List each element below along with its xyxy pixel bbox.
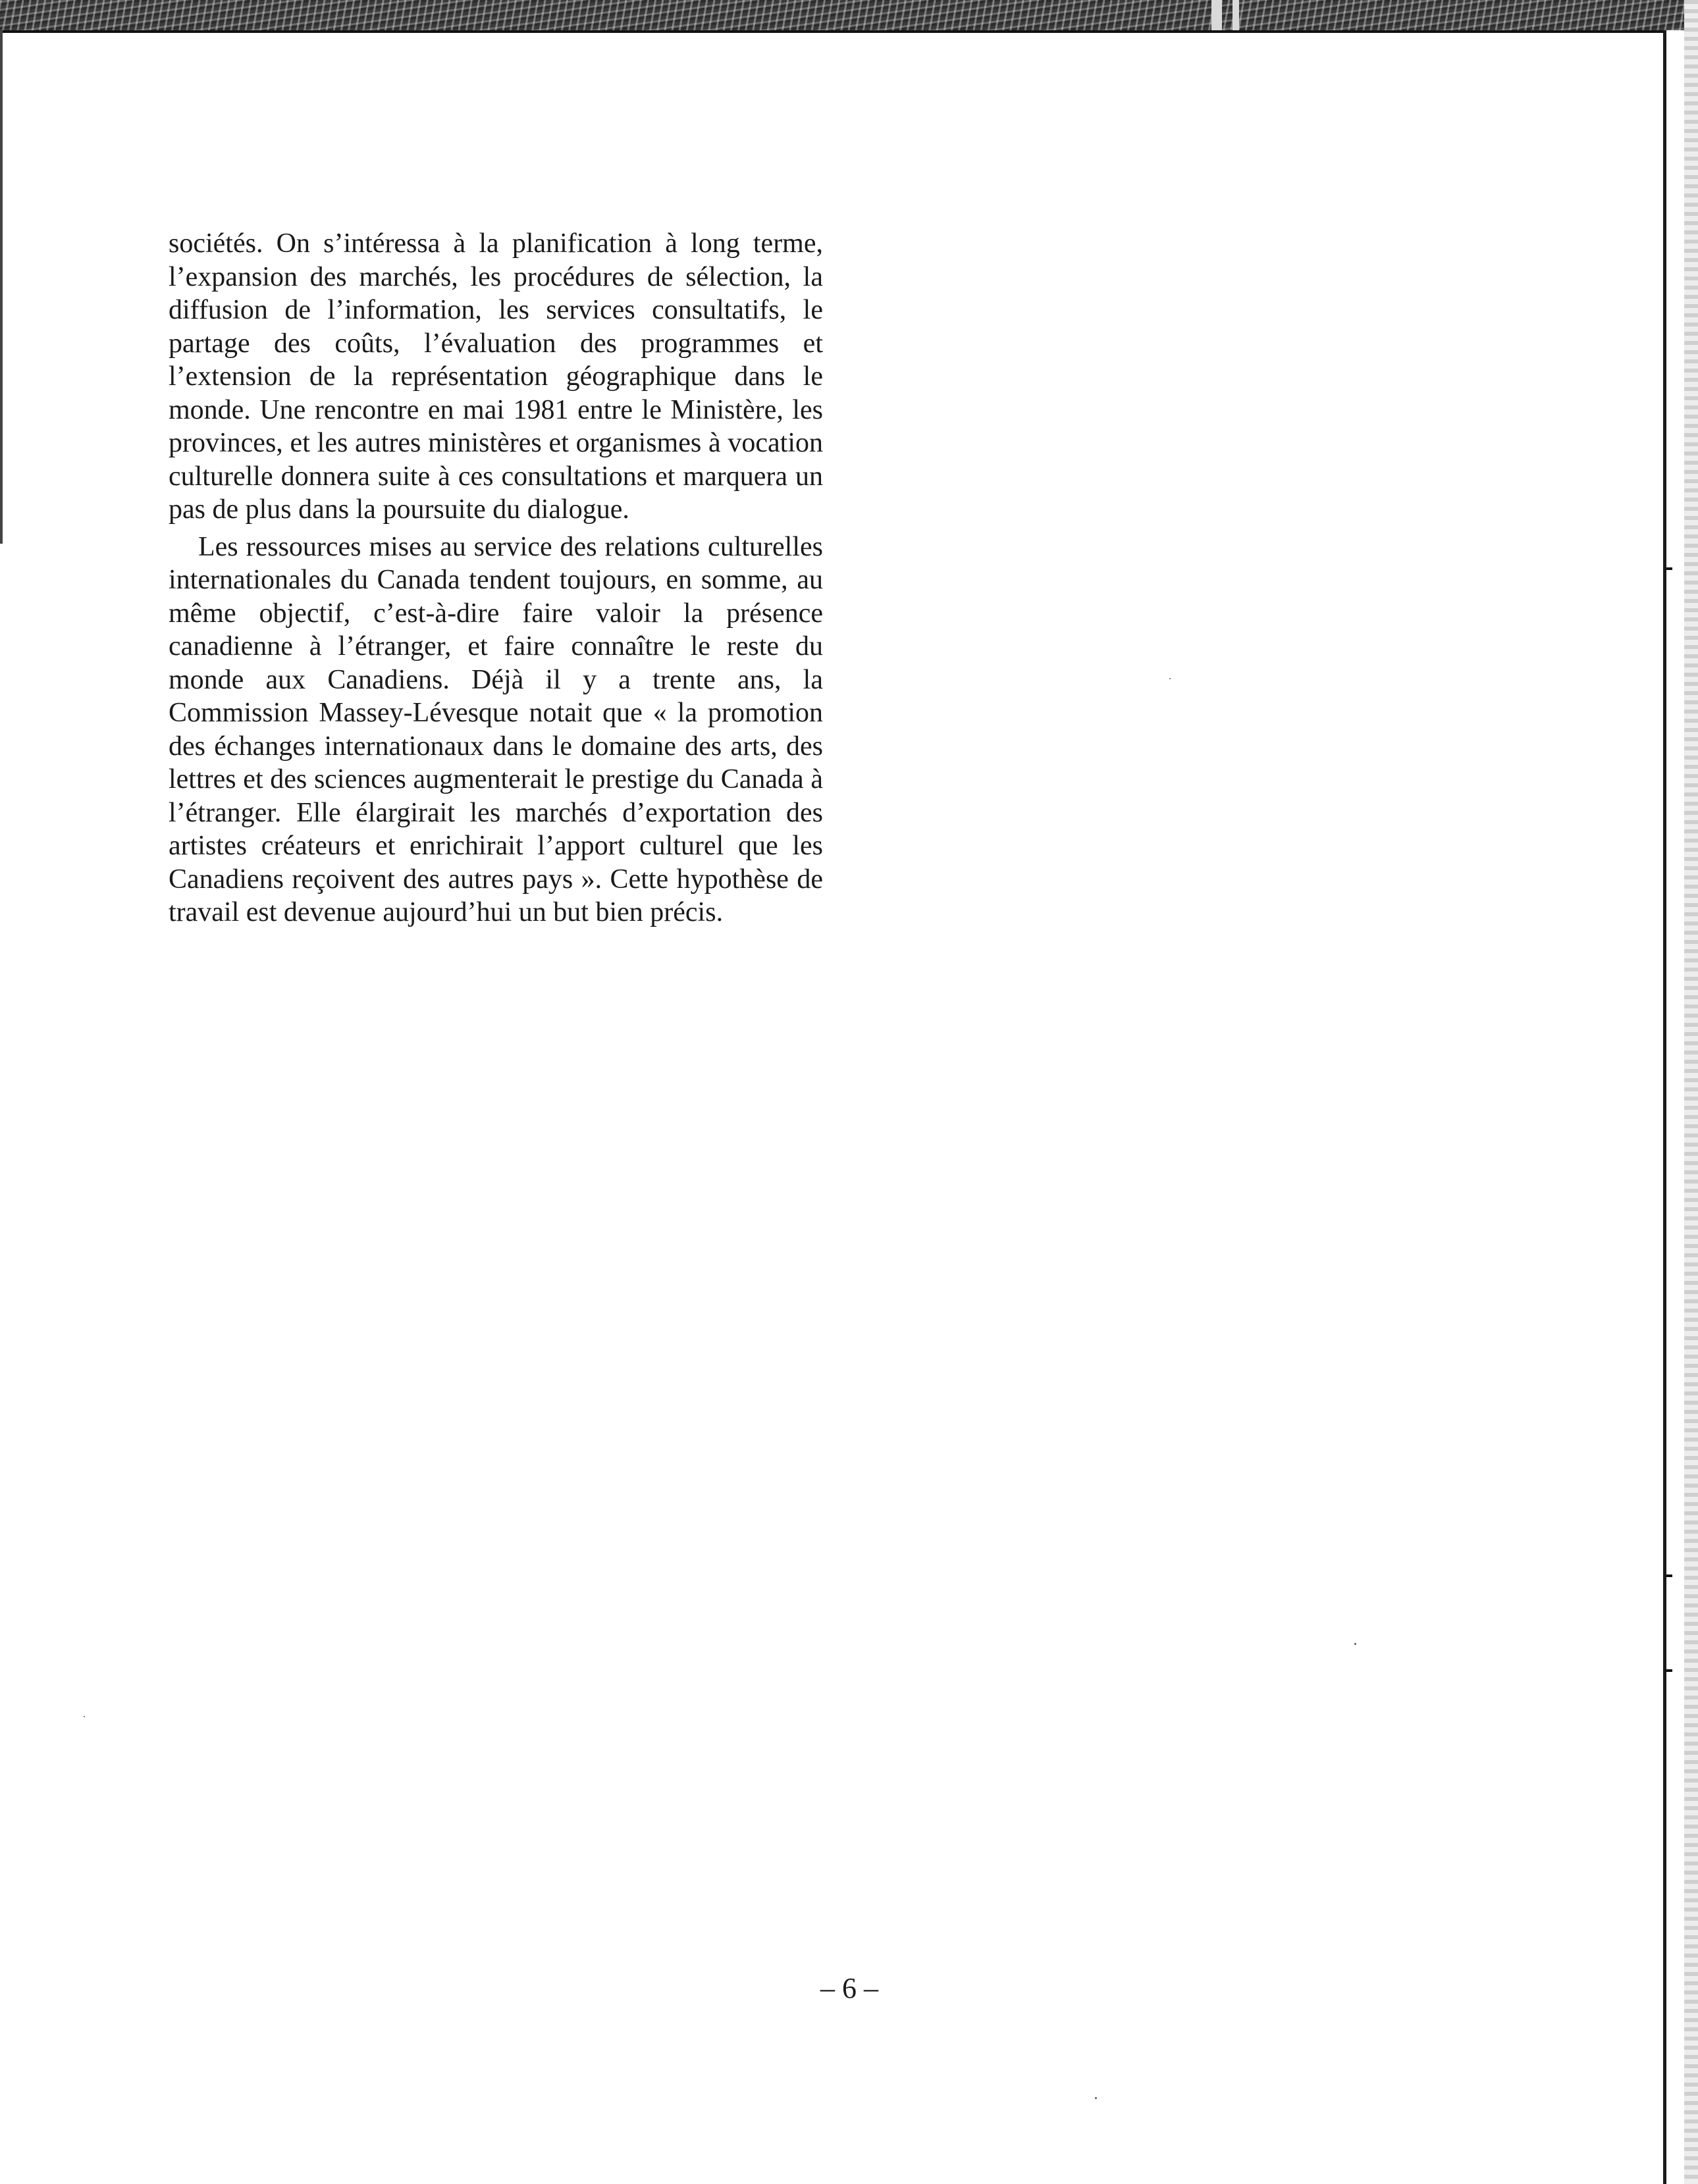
scan-speck (1354, 1643, 1356, 1645)
page-top-border (0, 30, 1666, 33)
paragraph: sociétés. On s’intéressa à la planification à long terme, l’expansion des marchés, les procédures de sélection, la diffusion de l’information, les services consultatifs, le partage des coûts, l’évaluation des programmes et l’extension de la représentation géographique dans le monde. Une rencontre en mai 1981 entre le Ministère, les provinces, et les autres ministères et organismes à vocation culturelle donnera suite à ces consultations et marquera un pas de plus dans la poursuite du dialogue. (169, 228, 823, 525)
scan-artifact (1233, 0, 1239, 30)
page-left-border (0, 30, 3, 544)
scan-right-edge (1684, 0, 1698, 2184)
page-number: – 6 – (820, 1972, 878, 2004)
border-tick (1666, 1574, 1672, 1577)
paragraph: Les ressources mises au service des relations culturelles internationales du Canada tendent toujours, en somme, au même objectif, c’est-à-dire faire valoir la présence canadienne à l’étranger, et faire connaître le reste du monde aux Canadiens. Déjà il y a trente ans, la Commission Massey-Lévesque notait que « la promotion des échanges internationaux dans le domaine des arts, des lettres et des sciences augmenterait le prestige du Canada à l’étranger. Elle élargirait les marchés d’exportation des artistes créateurs et enrichirait l’apport culturel que les Canadiens reçoivent des autres pays ». Cette hypothèse de travail est devenue aujourd’hui un but bien précis. (169, 531, 823, 927)
scan-speck (1169, 678, 1171, 679)
scan-artifact (1211, 0, 1222, 30)
border-tick (1666, 567, 1672, 570)
scan-speck (84, 1716, 85, 1717)
border-tick (1666, 1669, 1672, 1672)
body-text (169, 227, 823, 929)
page-right-border (1663, 30, 1666, 2184)
scan-speck (1095, 2097, 1097, 2099)
scan-top-edge (0, 0, 1698, 30)
